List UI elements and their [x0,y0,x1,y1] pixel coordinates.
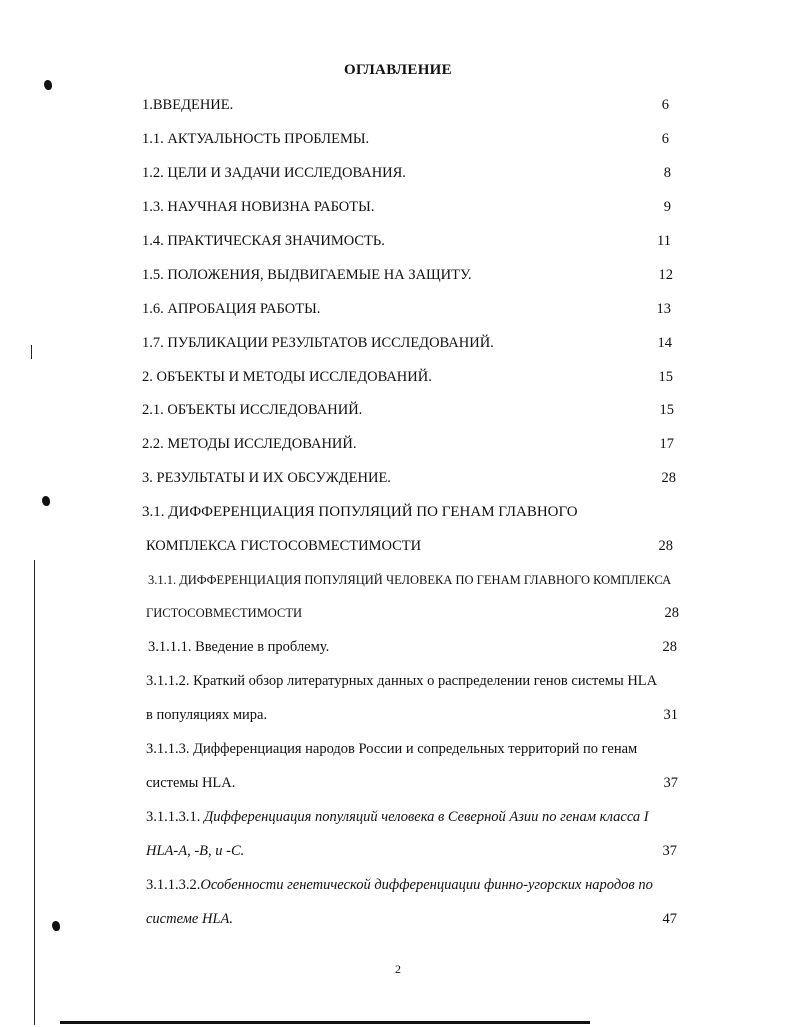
page-number: 2 [395,962,401,976]
toc-entry-text-line2: системе HLA. [146,911,233,927]
scan-bottom-line [60,1021,590,1024]
toc-entry-page: 6 [661,97,669,113]
toc-entry-text: 2.2. МЕТОДЫ ИССЛЕДОВАНИЙ. [142,436,357,452]
toc-entry-page: 6 [661,131,669,147]
toc-entry-page: 47 [662,911,677,927]
toc-entry-page: 15 [658,369,673,385]
toc-entry-page: 37 [663,775,678,791]
toc-entry-text: 2.1. ОБЪЕКТЫ ИССЛЕДОВАНИЙ. [142,402,363,418]
toc-entry-text: 1.1. АКТУАЛЬНОСТЬ ПРОБЛЕМЫ. [142,131,370,147]
toc-entry-page: 28 [661,470,676,486]
toc-entry-text: 1.4. ПРАКТИЧЕСКАЯ ЗНАЧИМОСТЬ. [142,233,385,249]
toc-entry-text-line1: 3.1.1. ДИФФЕРЕНЦИАЦИЯ ПОПУЛЯЦИЙ ЧЕЛОВЕКА ПО ГЕНАМ ГЛАВНОГО КОМПЛЕКСА [148,573,672,587]
toc-entry-page: 31 [663,707,678,723]
toc-entry-text-line2: КОМПЛЕКСА ГИСТОСОВМЕСТИМОСТИ [146,538,422,554]
toc-entry-text-line1: 3.1.1.3. Дифференциация народов России и сопредельных территорий по генам [146,741,638,757]
toc-entry-text: 1.6. АПРОБАЦИЯ РАБОТЫ. [142,301,321,317]
scan-mark [42,496,50,506]
scan-edge-line [34,560,35,1025]
toc-entry-text-line1: 3.1. ДИФФЕРЕНЦИАЦИЯ ПОПУЛЯЦИЙ ПО ГЕНАМ ГЛАВНОГО [142,504,578,520]
toc-entry-page: 28 [664,605,679,621]
toc-entry-text-line1: 3.1.1.2. Краткий обзор литературных данных о распределении генов системы HLA [146,673,658,689]
toc-entry-prefix: 3.1.1.3.2. [146,877,201,893]
toc-entry-text: 1.7. ПУБЛИКАЦИИ РЕЗУЛЬТАТОВ ИССЛЕДОВАНИЙ. [142,335,494,351]
toc-entry-text: 3. РЕЗУЛЬТАТЫ И ИХ ОБСУЖДЕНИЕ. [142,470,391,486]
toc-entry-text: 1.5. ПОЛОЖЕНИЯ, ВЫДВИГАЕМЫЕ НА ЗАЩИТУ. [142,267,472,283]
toc-entry-text: 3.1.1.1. Введение в проблему. [148,639,330,655]
toc-entry-page: 11 [657,233,671,249]
toc-entry-text-line2: HLA-A, -B, и -C. [146,843,245,859]
toc-entry-page: 13 [656,301,671,317]
toc-entry-text-line2: ГИСТОСОВМЕСТИМОСТИ [146,606,302,620]
toc-entry-title: Дифференциация популяций человека в Северной Азии по генам класса I [204,809,649,825]
toc-entry-page: 17 [659,436,674,452]
toc-entry-page: 28 [662,639,677,655]
toc-entry-text: 1.3. НАУЧНАЯ НОВИЗНА РАБОТЫ. [142,199,375,215]
scan-mark [44,80,52,90]
toc-title: ОГЛАВЛЕНИЕ [344,62,452,78]
toc-entry-page: 8 [663,165,671,181]
toc-entry-text: 2. ОБЪЕКТЫ И МЕТОДЫ ИССЛЕДОВАНИЙ. [142,369,432,385]
toc-entry-text: 1.2. ЦЕЛИ И ЗАДАЧИ ИССЛЕДОВАНИЯ. [142,165,406,181]
toc-entry-page: 15 [659,402,674,418]
toc-entry-text-line1 [146,876,653,894]
toc-entry-title: Особенности генетической дифференциации финно-угорских народов по [200,877,653,893]
toc-entry-text-line2: в популяциях мира. [146,707,268,723]
toc-entry-page: 37 [662,843,677,859]
toc-entry-text-line1 [146,808,649,826]
toc-entry-page: 9 [663,199,671,215]
toc-entry-text-line2: системы HLA. [146,775,236,791]
toc-entry-page: 14 [657,335,672,351]
toc-entry-text: 1.ВВЕДЕНИЕ. [142,97,234,113]
scan-mark [52,921,60,931]
toc-entry-page: 12 [658,267,673,283]
scan-edge-line [31,345,32,359]
toc-entry-prefix: 3.1.1.3.1. [146,809,204,825]
toc-entry-page: 28 [658,538,673,554]
